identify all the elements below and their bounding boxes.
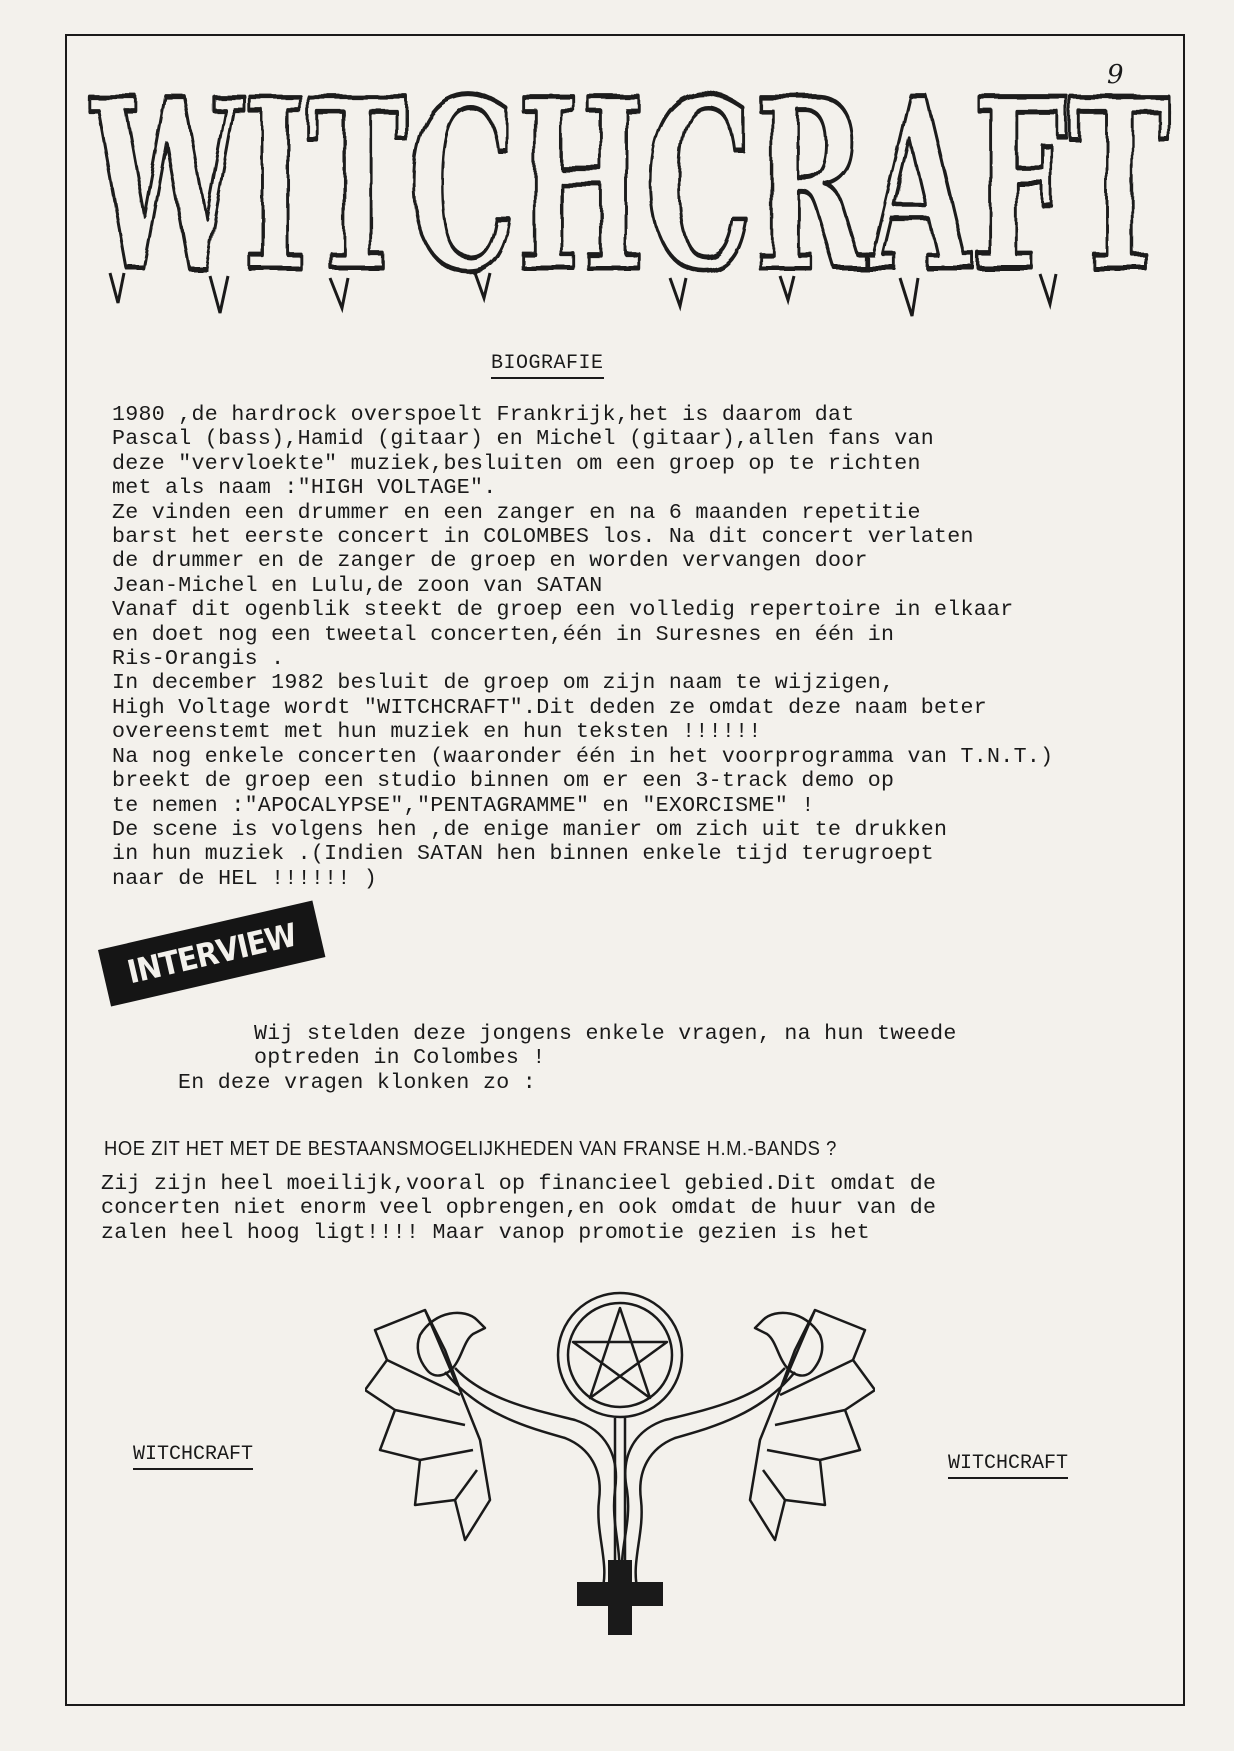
biography-line: Na nog enkele concerten (waaronder één in het voorprogramma van T.N.T.) <box>112 744 1054 769</box>
biography-line: De scene is volgens hen ,de enige manier om zich uit te drukken <box>112 817 948 842</box>
interview-answer-line: zalen heel hoog ligt!!!! Maar vanop promotie gezien is het <box>101 1220 870 1245</box>
biography-line: Pascal (bass),Hamid (gitaar) en Michel (gitaar),allen fans van <box>112 427 935 452</box>
pentagram-icon <box>573 1308 667 1398</box>
biography-line: de drummer en de zanger de groep en worden vervangen door <box>112 549 868 574</box>
biography-line: in hun muziek .(Indien SATAN hen binnen enkele tijd terugroept <box>112 842 935 867</box>
right-wing-icon <box>750 1310 875 1540</box>
footer-label-right: WITCHCRAFT <box>948 1452 1068 1479</box>
interview-intro-line: En deze vragen klonken zo : <box>178 1070 536 1095</box>
interview-answer <box>101 1172 936 1245</box>
biography-line: Ze vinden een drummer en een zanger en na 6 maanden repetitie <box>112 500 921 525</box>
logo-lettering: WITCHCRAFT <box>88 68 1170 318</box>
interview-intro <box>178 1022 957 1095</box>
biography-line: met als naam :"HIGH VOLTAGE". <box>112 476 497 501</box>
biography-text <box>112 403 1053 891</box>
biography-line: breekt de groep een studio binnen om er een 3-track demo op <box>112 769 895 794</box>
interview-intro-line: Wij stelden deze jongens enkele vragen, na hun tweede <box>254 1022 957 1046</box>
biography-line: overeenstemt met hun muziek en hun teksten !!!!!! <box>112 720 762 745</box>
footer-label-left: WITCHCRAFT <box>133 1443 253 1470</box>
biography-heading: BIOGRAFIE <box>491 352 604 379</box>
interview-question: HOE ZIT HET MET DE BESTAANSMOGELIJKHEDEN VAN FRANSE H.M.-BANDS ? <box>104 1138 837 1160</box>
biography-line: barst het eerste concert in COLOMBES los. Na dit concert verlaten <box>112 525 974 550</box>
pentagram-snake-emblem <box>365 1290 875 1635</box>
interview-banner-label: INTERVIEW <box>123 915 300 992</box>
biography-line: High Voltage wordt "WITCHCRAFT".Dit deden ze omdat deze naam beter <box>112 695 988 720</box>
interview-intro-line: optreden in Colombes ! <box>254 1046 546 1071</box>
biography-line: Ris-Orangis . <box>112 647 285 672</box>
biography-line: Vanaf dit ogenblik steekt de groep een volledig repertoire in elkaar <box>112 598 1014 623</box>
biography-line: naar de HEL !!!!!! ) <box>112 866 378 891</box>
biography-line: en doet nog een tweetal concerten,één in Suresnes en één in <box>112 622 895 647</box>
left-wing-icon <box>365 1310 490 1540</box>
biography-line: Jean-Michel en Lulu,de zoon van SATAN <box>112 573 603 598</box>
interview-answer-line: Zij zijn heel moeilijk,vooral op financieel gebied.Dit omdat de <box>101 1172 937 1196</box>
interview-answer-line: concerten niet enorm veel opbrengen,en ook omdat de huur van de <box>101 1196 937 1221</box>
biography-line: 1980 ,de hardrock overspoelt Frankrijk,het is daarom dat <box>112 403 855 427</box>
biography-line: deze "vervloekte" muziek,besluiten om een groep op te richten <box>112 451 921 476</box>
biography-line: In december 1982 besluit de groep om zijn naam te wijzigen, <box>112 671 895 696</box>
biography-line: te nemen :"APOCALYPSE","PENTAGRAMME" en "EXORCISME" ! <box>112 793 815 818</box>
page-number: 9 <box>1107 60 1124 90</box>
witchcraft-logo <box>80 68 1180 318</box>
